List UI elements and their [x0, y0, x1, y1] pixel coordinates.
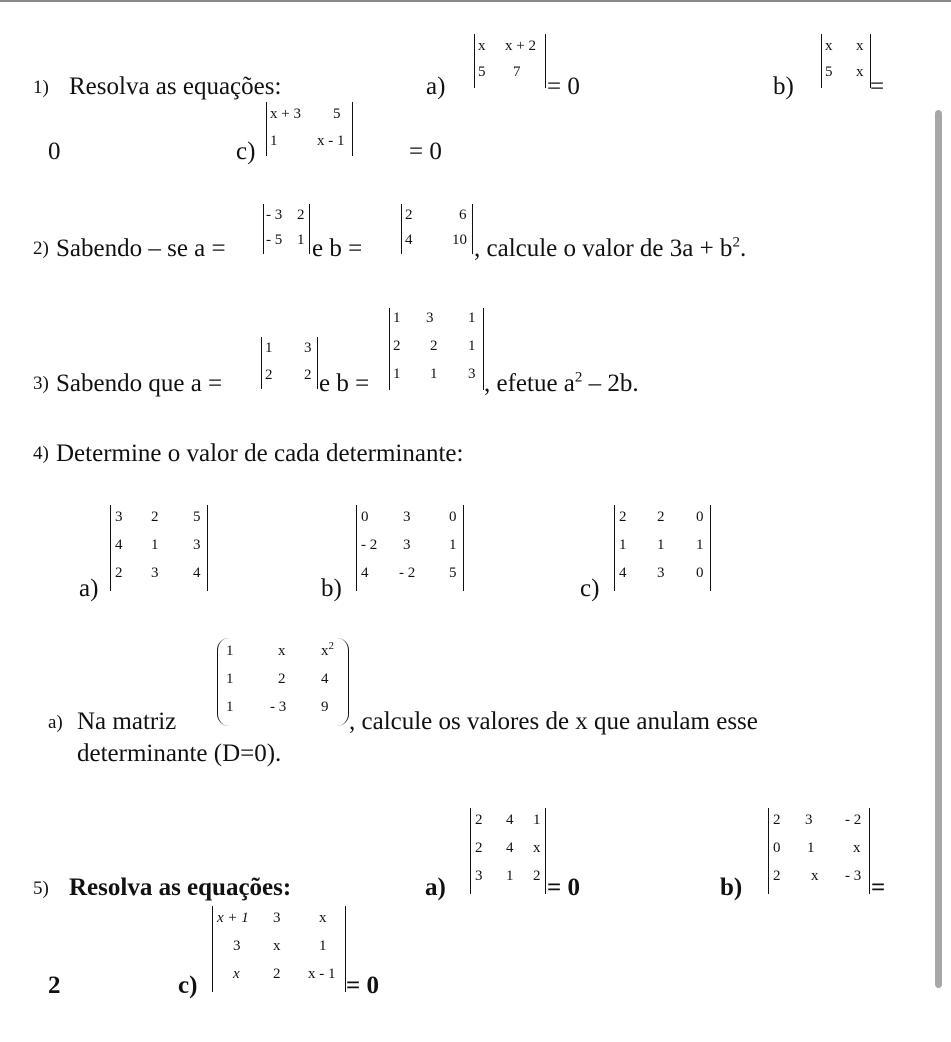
- q5-c-label: c): [178, 972, 198, 999]
- matrix-cell: 3: [233, 938, 241, 954]
- matrix-cell: 0: [449, 509, 457, 525]
- matrix-cell: x + 1: [217, 910, 249, 926]
- q3-text-tail: – 2b.: [582, 370, 639, 397]
- matrix-cell: x + 3: [270, 106, 301, 122]
- matrix-cell: 4: [321, 671, 329, 687]
- matrix-cell: 3: [403, 509, 411, 525]
- matrix-cell: 1: [657, 537, 665, 553]
- q5-b-label: b): [720, 874, 743, 901]
- matrix-cell: 1: [265, 340, 273, 356]
- q2-number: 2): [33, 238, 49, 259]
- q1-c-label: c): [236, 138, 256, 165]
- qa-matrix: [217, 638, 349, 726]
- matrix-cell: 4: [361, 565, 369, 581]
- q5-b-determinant: [768, 808, 870, 894]
- matrix-cell: 1: [151, 537, 159, 553]
- q2-exponent: 2: [732, 234, 740, 251]
- matrix-cell: 2: [278, 671, 286, 687]
- top-border: [0, 0, 951, 2]
- matrix-cell: 2: [475, 840, 483, 856]
- q1-b-rhs: 0: [48, 138, 61, 165]
- q5-c-determinant: [212, 906, 346, 992]
- matrix-cell: 3: [468, 366, 476, 382]
- matrix-cell: 2: [304, 367, 312, 383]
- q1-text: Resolva as equações:: [69, 73, 282, 100]
- matrix-cell: 1: [468, 338, 476, 354]
- matrix-cell: 1: [533, 812, 541, 828]
- matrix-cell: - 2: [845, 812, 862, 828]
- q4-c-determinant: [614, 505, 711, 591]
- qa-line2: determinante (D=0).: [77, 740, 282, 767]
- matrix-cell: 4: [619, 565, 627, 581]
- matrix-cell: 2: [619, 509, 627, 525]
- matrix-cell: 2: [405, 207, 413, 223]
- matrix-cell: 6: [459, 207, 467, 223]
- qa-text-a: Na matriz: [77, 708, 177, 735]
- matrix-cell: 4: [506, 812, 514, 828]
- matrix-cell: 1: [430, 366, 438, 382]
- matrix-cell: 1: [226, 643, 234, 659]
- matrix-cell: 2: [265, 367, 273, 383]
- q5-a-label: a): [425, 874, 446, 901]
- matrix-cell: 2: [393, 338, 401, 354]
- q1-a-determinant: [474, 34, 546, 88]
- q1-b-determinant: [821, 34, 871, 88]
- q1-a-equals: = 0: [547, 73, 580, 100]
- q3-text-mid: e b =: [319, 370, 370, 397]
- q4-c-label: c): [580, 575, 600, 602]
- q4-number: 4): [33, 443, 49, 464]
- matrix-cell: 1: [393, 366, 401, 382]
- matrix-cell: 1: [226, 671, 234, 687]
- matrix-cell: 5: [825, 64, 833, 80]
- q5-a-determinant: [470, 808, 546, 894]
- matrix-cell: 1: [226, 699, 234, 715]
- matrix-cell: x: [278, 643, 286, 659]
- matrix-cell: 1: [297, 232, 305, 248]
- matrix-cell: 4: [506, 840, 514, 856]
- matrix-cell: 1: [807, 840, 815, 856]
- matrix-cell: 1: [393, 310, 401, 326]
- matrix-cell: 2: [475, 812, 483, 828]
- matrix-cell: 2: [773, 868, 781, 884]
- matrix-cell: x: [853, 840, 861, 856]
- q3-text-a: Sabendo que a =: [56, 370, 223, 397]
- matrix-cell: - 5: [266, 232, 283, 248]
- matrix-cell: - 2: [399, 565, 416, 581]
- matrix-cell: 3: [304, 340, 312, 356]
- matrix-cell: 2: [533, 868, 541, 884]
- q3-b-determinant: [389, 308, 484, 390]
- q2-period: .: [739, 235, 747, 262]
- matrix-cell: x: [533, 840, 541, 856]
- qa-number: a): [48, 712, 63, 733]
- matrix-cell: - 3: [845, 868, 862, 884]
- matrix-cell: 10: [452, 232, 467, 248]
- q4-b-label: b): [321, 575, 342, 602]
- matrix-cell: 5: [478, 64, 486, 80]
- matrix-cell: x - 1: [308, 966, 336, 982]
- matrix-cell: x - 1: [317, 133, 345, 149]
- matrix-cell: 1: [449, 537, 457, 553]
- matrix-cell: 0: [696, 509, 704, 525]
- matrix-cell: 5: [333, 106, 341, 122]
- matrix-cell: x: [273, 938, 281, 954]
- matrix-cell: 3: [193, 537, 201, 553]
- q4-text: Determine o valor de cada determinante:: [56, 440, 464, 467]
- matrix-cell: 3: [115, 509, 123, 525]
- matrix-cell: 2: [297, 207, 305, 223]
- q2-text-end: [474, 236, 746, 261]
- matrix-cell: 2: [773, 812, 781, 828]
- q5-c-equals: = 0: [346, 972, 379, 999]
- matrix-cell: [321, 640, 334, 659]
- matrix-cell: 2: [115, 565, 123, 581]
- q2-b-determinant: [401, 204, 473, 254]
- matrix-cell: 1: [696, 537, 704, 553]
- q1-b-label: b): [773, 73, 794, 100]
- matrix-cell: 3: [426, 310, 434, 326]
- qa-text-end: , calcule os valores de x que anulam esse: [349, 708, 758, 735]
- matrix-cell: x: [856, 38, 864, 54]
- q5-b-equals: =: [871, 874, 886, 901]
- matrix-cell: 2: [273, 966, 281, 982]
- matrix-cell: 3: [151, 565, 159, 581]
- q1-number: 1): [33, 77, 49, 98]
- q3-a-determinant: [261, 337, 318, 389]
- q5-number: 5): [33, 878, 49, 899]
- matrix-cell: x: [811, 868, 819, 884]
- matrix-cell: x: [478, 38, 486, 54]
- q4-b-determinant: [356, 505, 464, 591]
- matrix-cell: 4: [115, 537, 123, 553]
- q5-b-rhs: 2: [48, 972, 61, 999]
- q3-text-end-main: , efetue a: [484, 370, 575, 397]
- matrix-cell: x: [319, 910, 327, 926]
- matrix-cell: 1: [270, 133, 278, 149]
- matrix-cell: 3: [657, 565, 665, 581]
- q3-number: 3): [33, 373, 49, 394]
- q2-text-end-main: , calcule o valor de 3a + b: [474, 235, 733, 262]
- matrix-cell: 3: [805, 812, 813, 828]
- q4-a-determinant: [110, 505, 208, 591]
- matrix-cell: 4: [193, 565, 201, 581]
- matrix-cell: 3: [475, 868, 483, 884]
- q3-text-end: [484, 371, 639, 396]
- matrix-cell: 7: [513, 64, 521, 80]
- matrix-cell: x + 2: [505, 38, 536, 54]
- matrix-cell: x: [825, 38, 833, 54]
- matrix-cell: 5: [193, 509, 201, 525]
- matrix-cell: 3: [273, 910, 281, 926]
- matrix-cell: - 3: [270, 699, 287, 715]
- matrix-cell: 9: [321, 699, 329, 715]
- vertical-scrollbar[interactable]: [935, 110, 942, 988]
- q3-exponent: 2: [574, 369, 583, 386]
- matrix-cell: x: [856, 64, 864, 80]
- q2-a-determinant: [263, 204, 310, 254]
- matrix-cell: 1: [319, 938, 327, 954]
- matrix-cell: 2: [430, 338, 438, 354]
- matrix-cell: 4: [405, 232, 413, 248]
- q1-a-label: a): [426, 73, 446, 100]
- matrix-cell: 1: [506, 868, 514, 884]
- q1-c-determinant: [266, 102, 353, 156]
- matrix-cell: - 2: [361, 537, 378, 553]
- matrix-cell: 1: [619, 537, 627, 553]
- matrix-cell: 2: [151, 509, 159, 525]
- q2-text-mid: e b =: [312, 235, 363, 262]
- matrix-cell: 2: [657, 509, 665, 525]
- matrix-cell: 3: [403, 537, 411, 553]
- qa-exponent: 2: [328, 640, 334, 652]
- q5-a-equals: = 0: [547, 874, 580, 901]
- q1-b-equals: =: [870, 73, 885, 100]
- q1-c-equals: = 0: [409, 138, 442, 165]
- q2-text-a: Sabendo – se a =: [56, 235, 226, 262]
- matrix-cell: 1: [468, 310, 476, 326]
- matrix-cell: - 3: [266, 207, 283, 223]
- q4-a-label: a): [79, 575, 99, 602]
- matrix-cell: x: [233, 966, 240, 982]
- matrix-cell: 5: [449, 565, 457, 581]
- matrix-cell: 0: [696, 565, 704, 581]
- matrix-cell: 0: [773, 840, 781, 856]
- q5-text: Resolva as equações:: [69, 874, 292, 901]
- matrix-cell-base: x: [321, 643, 329, 659]
- matrix-cell: 0: [361, 509, 369, 525]
